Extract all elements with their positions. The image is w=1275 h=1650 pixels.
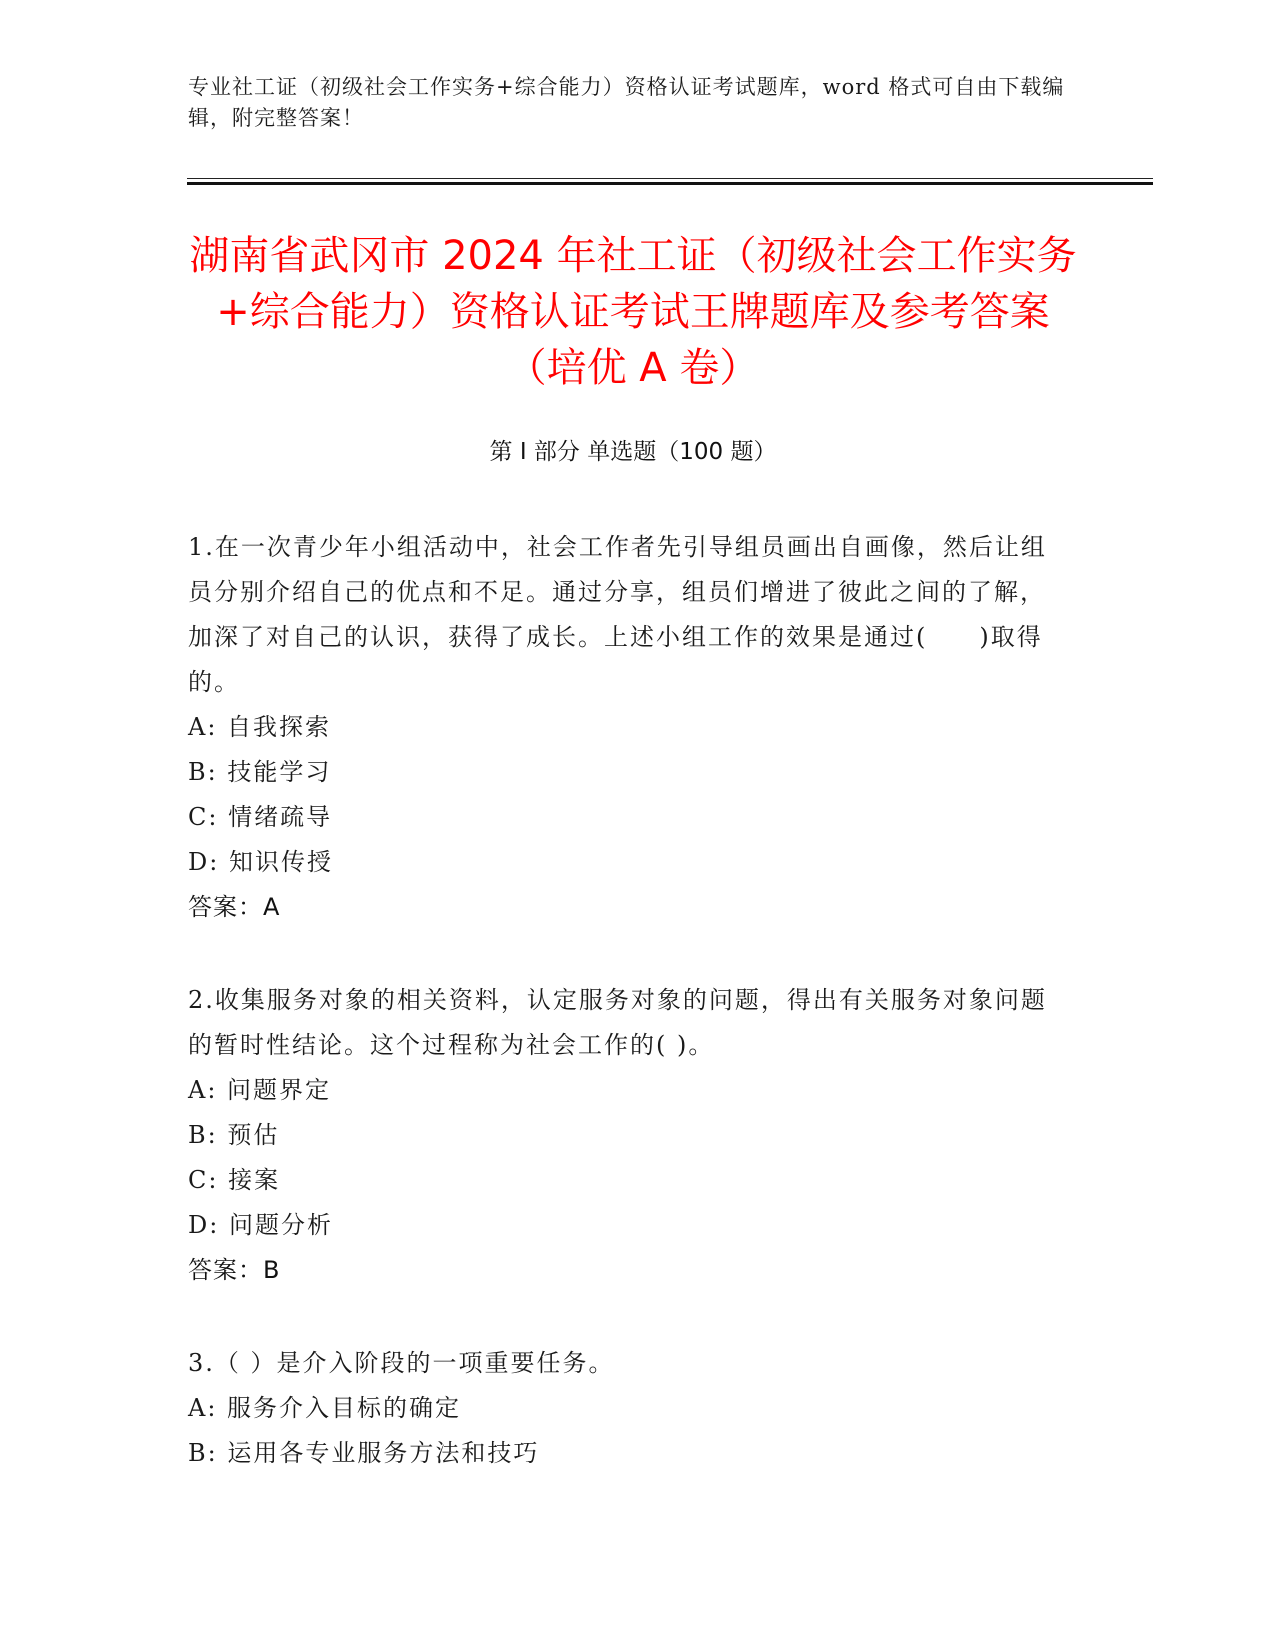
option-a: A: 服务介入目标的确定 bbox=[188, 1394, 462, 1422]
question-stem: 3.（ ）是介入阶段的一项重要任务。 bbox=[188, 1349, 615, 1377]
header-rule-thick bbox=[187, 182, 1153, 185]
document-title: 湖南省武冈市 2024 年社工证（初级社会工作实务+综合能力）资格认证考试王牌题库及参考答案（培优 A 卷） bbox=[189, 233, 1077, 391]
question-2 bbox=[188, 978, 1068, 1293]
question-1 bbox=[188, 525, 1068, 930]
option-d: D: 问题分析 bbox=[188, 1211, 333, 1239]
option-a: A: 问题界定 bbox=[188, 1076, 332, 1104]
option-a: A: 自我探索 bbox=[188, 713, 332, 741]
question-stem: 1.在一次青少年小组活动中，社会工作者先引导组员画出自画像，然后让组员分别介绍自己的优点和不足。通过分享，组员们增进了彼此之间的了解，加深了对自己的认识，获得了成长。上述小组工作的效果是通过( )取得的。 bbox=[188, 533, 1047, 696]
option-b: B: 技能学习 bbox=[188, 758, 332, 786]
option-c: C: 情绪疏导 bbox=[188, 803, 333, 831]
option-d: D: 知识传授 bbox=[188, 848, 333, 876]
option-b: B: 预估 bbox=[188, 1121, 280, 1149]
header-note: 专业社工证（初级社会工作实务+综合能力）资格认证考试题库，word 格式可自由下载编辑，附完整答案！ bbox=[188, 75, 1065, 130]
option-b: B: 运用各专业服务方法和技巧 bbox=[188, 1439, 540, 1467]
option-c: C: 接案 bbox=[188, 1166, 281, 1194]
section-title: 第 I 部分 单选题（100 题） bbox=[489, 439, 777, 465]
answer: 答案：B bbox=[188, 1256, 281, 1284]
header-rule-thin bbox=[187, 178, 1153, 179]
answer: 答案：A bbox=[188, 893, 281, 921]
question-3 bbox=[188, 1341, 1068, 1476]
question-stem: 2.收集服务对象的相关资料，认定服务对象的问题，得出有关服务对象问题的暂时性结论。这个过程称为社会工作的( )。 bbox=[188, 986, 1047, 1059]
